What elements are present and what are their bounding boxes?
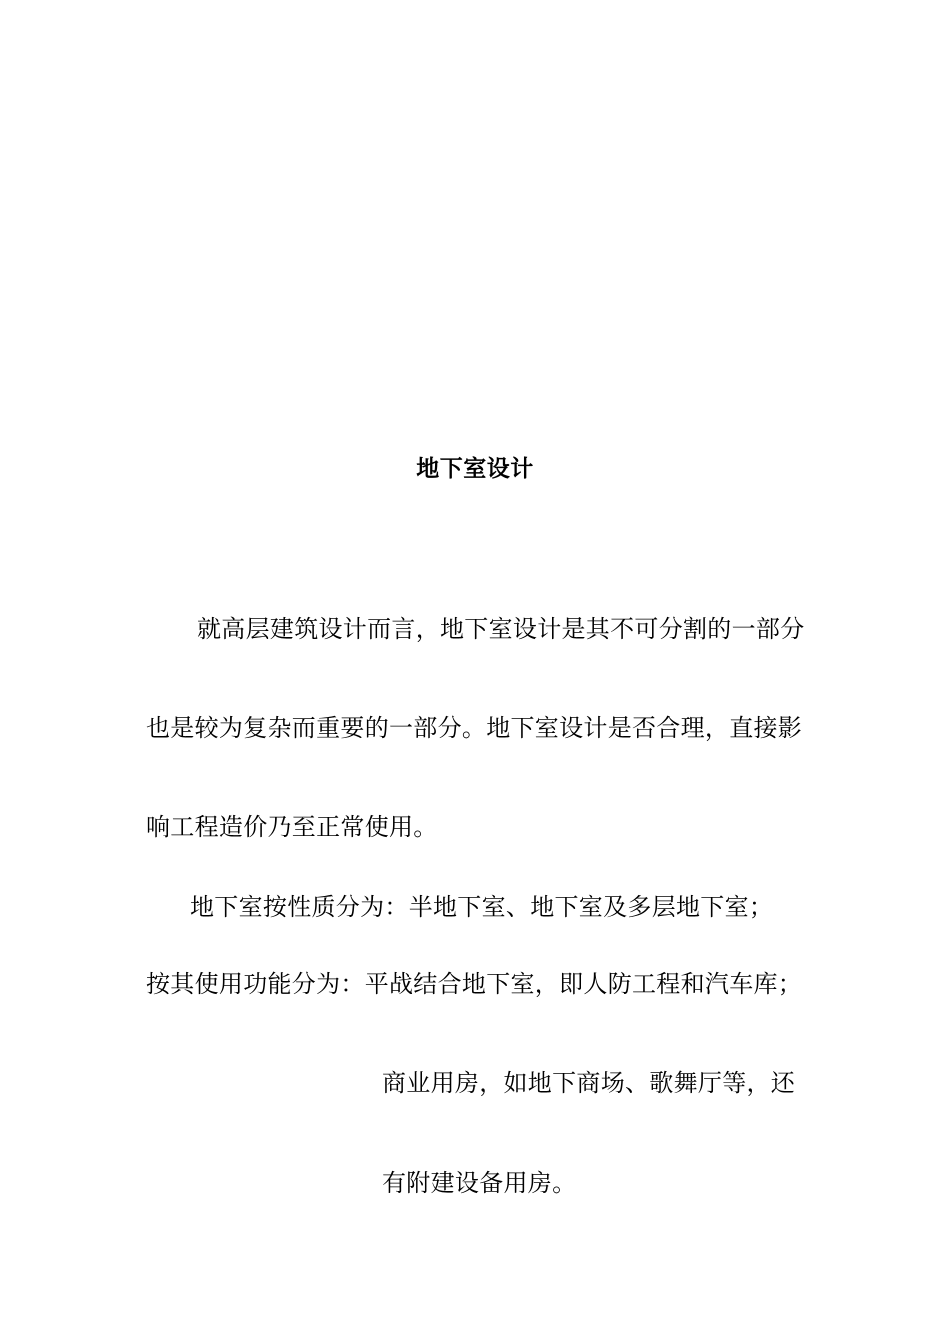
document-title: 地下室设计 bbox=[416, 456, 534, 482]
paragraph-line-3: 响工程造价乃至正常使用。 bbox=[146, 813, 438, 841]
paragraph-line-2: 也是较为复杂而重要的一部分。地下室设计是否合理，直接影 bbox=[146, 714, 803, 742]
paragraph-line-6: 商业用房，如地下商场、歌舞厅等，还 bbox=[382, 1069, 796, 1097]
paragraph-line-1: 就高层建筑设计而言，地下室设计是其不可分割的一部分 bbox=[197, 615, 805, 643]
paragraph-line-4: 地下室按性质分为：半地下室、地下室及多层地下室； bbox=[190, 893, 774, 921]
paragraph-line-5: 按其使用功能分为：平战结合地下室，即人防工程和汽车库； bbox=[146, 970, 803, 998]
paragraph-line-7: 有附建设备用房。 bbox=[382, 1169, 577, 1197]
